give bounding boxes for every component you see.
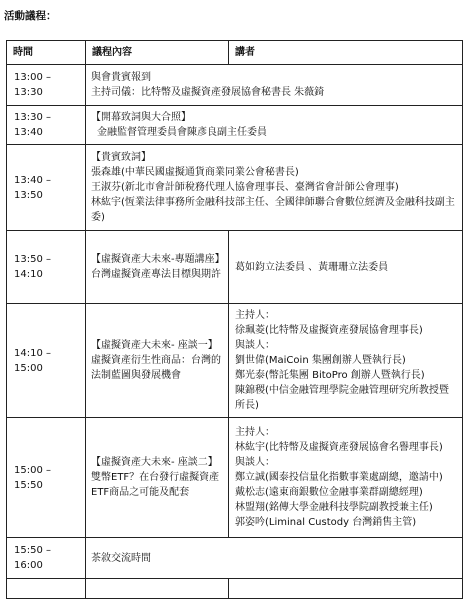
time-cell [7,304,86,418]
speaker-line: 鄭光泰(幣託集團 BitoPro 創辦人暨執行長) [235,370,425,381]
content-line: 【貴賓致詞】 [91,152,151,163]
speaker-line: 主持人： [235,310,275,321]
speaker-line: 戴松志(遠東商銀數位金融事業群副總經理) [235,487,423,498]
speaker-line: 鄭立誠(國泰投信量化指數事業處副總，邀請中) [235,472,443,483]
time-end: 13:50 [14,189,43,201]
speakers-cell [229,231,463,304]
speaker-line: 徐珮菱(比特幣及虛擬資產發展協會理事長) [235,325,423,336]
time-end: 15:00 [14,362,43,374]
content-line: 主持司儀：比特幣及虛擬資產發展協會秘書長 朱薇錡 [91,87,325,98]
content-line: 林紘宇(恆業法律事務所金融科技部主任、全國律師聯合會數位經濟及金融科技副主委) [91,197,455,223]
speakers-cell [229,418,463,538]
content-line: 【虛擬資產大未來- 座談二】 [91,457,218,468]
content-cell [86,304,229,418]
speakers-cell [229,579,463,599]
content-line: 茶敘交流時間 [91,552,151,564]
speakers-cell [229,304,463,418]
table-row [7,304,463,418]
speaker-line: 劉世偉(MaiCoin 集團創辦人暨執行長) [235,355,406,366]
time-cell [7,145,86,231]
content-cell [86,65,463,106]
content-line: 王淑芬(新北市會計師稅務代理人協會理事長、臺灣省會計師公會理事) [91,182,399,193]
content-line: 金融監督管理委員會陳彥良副主任委員 [97,127,267,138]
content-line: 虛擬資產衍生性商品：台灣的法制藍圖與發展機會 [91,355,221,381]
speaker-line: 郭姿吟(Liminal Custody 台灣銷售主管) [235,517,417,528]
speaker-line: 陳錦稷(中信金融管理學院金融管理研究所教授暨所長) [235,385,449,411]
time-start: 13:50 – [14,254,51,265]
header-time: 時間 [7,41,86,65]
time-cell [7,579,86,599]
time-start: 13:40 – [14,174,51,186]
time-start: 15:50 – [14,545,51,556]
table-row [7,145,463,231]
time-cell [7,231,86,304]
speaker-line: 葛如鈞立法委員 、黃珊珊立法委員 [235,261,389,273]
time-end: 13:30 [14,87,43,98]
time-start: 13:30 – [14,112,51,123]
table-row [7,538,463,579]
content-cell [86,418,229,538]
content-line: 【開幕致詞與大合照】 [91,112,191,123]
table-row-partial [7,579,463,599]
table-header-row [7,41,463,65]
content-cell [86,106,463,145]
speaker-line: 林紘宇(比特幣及虛擬資產發展協會名譽理事長) [235,442,443,453]
content-cell [86,231,229,304]
header-speakers: 講者 [229,41,463,65]
table-row [7,418,463,538]
speaker-line: 與談人： [235,457,275,468]
speaker-line: 與談人： [235,340,275,351]
time-start: 13:00 – [14,72,51,83]
time-cell [7,65,86,106]
time-end: 14:10 [14,269,43,280]
content-line: 台灣虛擬資產專法目標與期許 [91,269,221,280]
time-end: 15:50 [14,479,43,491]
content-cell [86,579,229,599]
content-line: 雙幣ETF？在台發行虛擬資產ETF商品之可能及配套 [91,472,220,498]
table-row [7,231,463,304]
time-end: 16:00 [14,560,43,571]
agenda-table [6,40,463,599]
content-line: 張森雄(中華民國虛擬通貨商業同業公會秘書長) [91,167,299,178]
content-line: 【虛擬資產大未來-專題講座】 [91,254,225,265]
table-row [7,65,463,106]
table-row [7,106,463,145]
time-end: 13:40 [14,127,43,138]
time-start: 15:00 – [14,464,51,476]
header-content: 議程內容 [86,41,229,65]
time-cell [7,418,86,538]
content-line: 與會貴賓報到 [91,72,151,83]
time-cell [7,106,86,145]
time-cell [7,538,86,579]
speaker-line: 林盟翔(銘傳大學金融科技學院副教授兼主任) [235,502,433,513]
time-start: 14:10 – [14,347,51,359]
content-cell [86,145,463,231]
content-line: 【虛擬資產大未來- 座談一】 [91,340,218,351]
content-cell [86,538,463,579]
section-title: 活動議程： [4,10,57,22]
speaker-line: 主持人： [235,427,275,438]
